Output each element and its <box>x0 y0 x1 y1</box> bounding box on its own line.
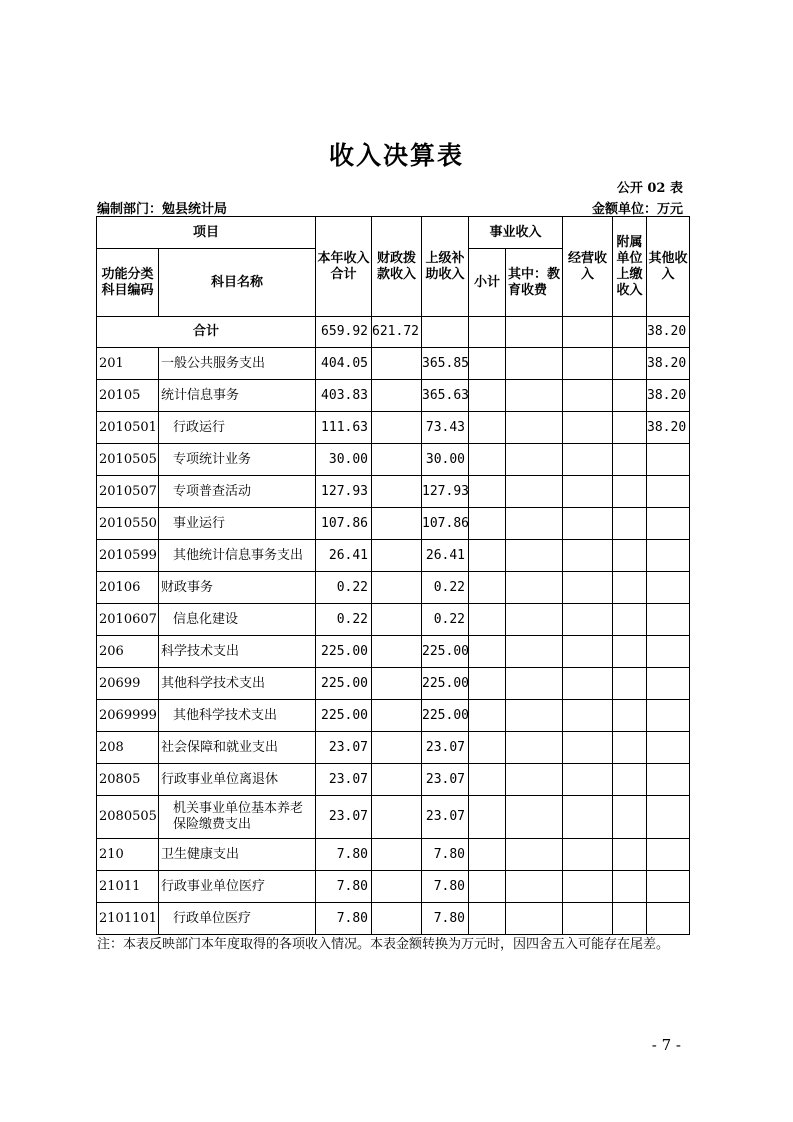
superior-cell: 225.00 <box>422 700 469 732</box>
edu-fee-cell <box>506 348 563 380</box>
operating-cell <box>563 412 613 444</box>
total-income-cell: 7.80 <box>316 871 372 903</box>
total-income-cell: 404.05 <box>316 348 372 380</box>
edu-fee-cell <box>506 871 563 903</box>
fiscal-cell <box>372 604 422 636</box>
department-label: 编制部门：勉县统计局 <box>97 202 228 217</box>
total-subtotal-value <box>469 317 506 348</box>
subject-code: 2069999 <box>97 700 159 732</box>
fiscal-cell <box>372 348 422 380</box>
subject-name: 其他科学技术支出 <box>159 668 316 700</box>
affiliated-cell <box>613 636 647 668</box>
subject-code: 20805 <box>97 764 159 796</box>
table-row <box>97 668 690 700</box>
other-cell <box>647 636 690 668</box>
header-total-income: 本年收入合计 <box>316 217 372 317</box>
superior-cell: 26.41 <box>422 540 469 572</box>
table-row <box>97 636 690 668</box>
total-income-cell: 225.00 <box>316 668 372 700</box>
edu-fee-cell <box>506 796 563 839</box>
header-edu-fee: 其中：教育收费 <box>506 249 563 317</box>
total-income-cell: 23.07 <box>316 764 372 796</box>
other-cell <box>647 572 690 604</box>
other-cell <box>647 444 690 476</box>
affiliated-cell <box>613 444 647 476</box>
subtotal-cell <box>469 540 506 572</box>
other-cell <box>647 796 690 839</box>
operating-cell <box>563 732 613 764</box>
total-income-cell: 225.00 <box>316 636 372 668</box>
superior-cell: 7.80 <box>422 871 469 903</box>
superior-cell: 7.80 <box>422 839 469 871</box>
subtotal-cell <box>469 764 506 796</box>
table-row <box>97 903 690 935</box>
edu-fee-cell <box>506 572 563 604</box>
edu-fee-cell <box>506 380 563 412</box>
operating-cell <box>563 348 613 380</box>
fiscal-cell <box>372 412 422 444</box>
other-cell <box>647 540 690 572</box>
table-row <box>97 604 690 636</box>
subject-name: 统计信息事务 <box>159 380 316 412</box>
edu-fee-cell <box>506 839 563 871</box>
affiliated-cell <box>613 380 647 412</box>
total-income-cell: 127.93 <box>316 476 372 508</box>
total-income-cell: 403.83 <box>316 380 372 412</box>
affiliated-cell <box>613 540 647 572</box>
superior-cell: 30.00 <box>422 444 469 476</box>
affiliated-cell <box>613 572 647 604</box>
subject-code: 20106 <box>97 572 159 604</box>
header-subtotal: 小计 <box>469 249 506 317</box>
edu-fee-cell <box>506 732 563 764</box>
superior-cell: 127.93 <box>422 476 469 508</box>
fiscal-cell <box>372 476 422 508</box>
total-superior-value <box>422 317 469 348</box>
unit-label: 金额单位：万元 <box>591 202 683 217</box>
total-income-cell: 30.00 <box>316 444 372 476</box>
table-row <box>97 348 690 380</box>
other-cell <box>647 668 690 700</box>
fiscal-cell <box>372 668 422 700</box>
other-cell <box>647 700 690 732</box>
subject-code: 210 <box>97 839 159 871</box>
other-cell: 38.20 <box>647 348 690 380</box>
operating-cell <box>563 871 613 903</box>
header-func-code: 功能分类科目编码 <box>97 249 159 317</box>
subtotal-cell <box>469 796 506 839</box>
total-income-cell: 0.22 <box>316 604 372 636</box>
operating-cell <box>563 380 613 412</box>
subtotal-cell <box>469 444 506 476</box>
subject-name: 行政单位医疗 <box>159 903 316 935</box>
subtotal-cell <box>469 348 506 380</box>
operating-cell <box>563 700 613 732</box>
fiscal-cell <box>372 903 422 935</box>
header-superior: 上级补助收入 <box>422 217 469 317</box>
operating-cell <box>563 668 613 700</box>
header-affiliated: 附属单位上缴收入 <box>613 217 647 317</box>
subject-name: 机关事业单位基本养老保险缴费支出 <box>159 796 316 839</box>
operating-cell <box>563 444 613 476</box>
subject-name: 信息化建设 <box>159 604 316 636</box>
subject-code: 2080505 <box>97 796 159 839</box>
total-income-cell: 26.41 <box>316 540 372 572</box>
operating-cell <box>563 540 613 572</box>
other-cell: 38.20 <box>647 412 690 444</box>
fiscal-cell <box>372 508 422 540</box>
page-number: - 7 - <box>651 1036 681 1054</box>
operating-cell <box>563 508 613 540</box>
table-row <box>97 540 690 572</box>
edu-fee-cell <box>506 668 563 700</box>
superior-cell: 0.22 <box>422 572 469 604</box>
affiliated-cell <box>613 871 647 903</box>
table-row <box>97 764 690 796</box>
total-income-cell: 7.80 <box>316 839 372 871</box>
superior-cell: 7.80 <box>422 903 469 935</box>
table-row <box>97 412 690 444</box>
edu-fee-cell <box>506 903 563 935</box>
other-cell <box>647 839 690 871</box>
table-row <box>97 839 690 871</box>
subtotal-cell <box>469 700 506 732</box>
total-row <box>97 317 690 348</box>
affiliated-cell <box>613 903 647 935</box>
subject-code: 20699 <box>97 668 159 700</box>
affiliated-cell <box>613 476 647 508</box>
subtotal-cell <box>469 508 506 540</box>
total-income-cell: 111.63 <box>316 412 372 444</box>
superior-cell: 0.22 <box>422 604 469 636</box>
subject-name: 专项统计业务 <box>159 444 316 476</box>
other-cell <box>647 903 690 935</box>
subtotal-cell <box>469 871 506 903</box>
header-business: 事业收入 <box>469 217 563 249</box>
subject-code: 208 <box>97 732 159 764</box>
subtotal-cell <box>469 604 506 636</box>
income-table <box>96 216 690 935</box>
subject-code: 21011 <box>97 871 159 903</box>
affiliated-cell <box>613 668 647 700</box>
table-row <box>97 732 690 764</box>
operating-cell <box>563 572 613 604</box>
fiscal-cell <box>372 444 422 476</box>
total-label: 合计 <box>97 317 316 348</box>
subject-name: 科学技术支出 <box>159 636 316 668</box>
affiliated-cell <box>613 732 647 764</box>
subtotal-cell <box>469 380 506 412</box>
table-row <box>97 380 690 412</box>
affiliated-cell <box>613 796 647 839</box>
superior-cell: 23.07 <box>422 764 469 796</box>
subject-name: 其他统计信息事务支出 <box>159 540 316 572</box>
subject-name: 财政事务 <box>159 572 316 604</box>
table-row <box>97 796 690 839</box>
subject-name: 社会保障和就业支出 <box>159 732 316 764</box>
other-cell <box>647 604 690 636</box>
subtotal-cell <box>469 668 506 700</box>
fiscal-cell <box>372 636 422 668</box>
subject-code: 201 <box>97 348 159 380</box>
operating-cell <box>563 903 613 935</box>
subject-name: 行政事业单位医疗 <box>159 871 316 903</box>
header-subject-name: 科目名称 <box>159 249 316 317</box>
fiscal-cell <box>372 796 422 839</box>
subtotal-cell <box>469 732 506 764</box>
table-row <box>97 444 690 476</box>
edu-fee-cell <box>506 412 563 444</box>
subject-name: 行政运行 <box>159 412 316 444</box>
affiliated-cell <box>613 604 647 636</box>
fiscal-cell <box>372 764 422 796</box>
table-row <box>97 700 690 732</box>
affiliated-cell <box>613 412 647 444</box>
edu-fee-cell <box>506 636 563 668</box>
subtotal-cell <box>469 636 506 668</box>
operating-cell <box>563 476 613 508</box>
operating-cell <box>563 796 613 839</box>
edu-fee-cell <box>506 604 563 636</box>
other-cell: 38.20 <box>647 380 690 412</box>
operating-cell <box>563 839 613 871</box>
superior-cell: 225.00 <box>422 636 469 668</box>
edu-fee-cell <box>506 700 563 732</box>
table-row <box>97 476 690 508</box>
subject-name: 其他科学技术支出 <box>159 700 316 732</box>
edu-fee-cell <box>506 476 563 508</box>
table-row <box>97 572 690 604</box>
operating-cell <box>563 604 613 636</box>
total-fiscal-value: 621.72 <box>372 317 422 348</box>
header-fiscal: 财政拨款收入 <box>372 217 422 317</box>
form-number: 公开 02 表 <box>616 181 683 196</box>
edu-fee-cell <box>506 508 563 540</box>
total-operating-value <box>563 317 613 348</box>
affiliated-cell <box>613 839 647 871</box>
other-cell <box>647 508 690 540</box>
subject-code: 2010550 <box>97 508 159 540</box>
other-cell <box>647 871 690 903</box>
fiscal-cell <box>372 839 422 871</box>
fiscal-cell <box>372 732 422 764</box>
affiliated-cell <box>613 700 647 732</box>
page-title: 收入决算表 <box>328 141 464 170</box>
subject-code: 2010507 <box>97 476 159 508</box>
total-other-value: 38.20 <box>647 317 690 348</box>
fiscal-cell <box>372 572 422 604</box>
edu-fee-cell <box>506 764 563 796</box>
other-cell <box>647 476 690 508</box>
affiliated-cell <box>613 764 647 796</box>
subtotal-cell <box>469 476 506 508</box>
total-income-cell: 225.00 <box>316 700 372 732</box>
subject-code: 206 <box>97 636 159 668</box>
other-cell <box>647 764 690 796</box>
subject-code: 2010505 <box>97 444 159 476</box>
subject-name: 一般公共服务支出 <box>159 348 316 380</box>
total-edu-fee-value <box>506 317 563 348</box>
edu-fee-cell <box>506 540 563 572</box>
edu-fee-cell <box>506 444 563 476</box>
other-cell <box>647 732 690 764</box>
footnote: 注：本表反映部门本年度取得的各项收入情况。本表金额转换为万元时，因四舍五入可能存在尾差。 <box>97 937 670 952</box>
subject-code: 2101101 <box>97 903 159 935</box>
subtotal-cell <box>469 839 506 871</box>
header-other: 其他收入 <box>647 217 690 317</box>
operating-cell <box>563 764 613 796</box>
subtotal-cell <box>469 903 506 935</box>
affiliated-cell <box>613 348 647 380</box>
total-income-cell: 7.80 <box>316 903 372 935</box>
total-income-cell: 107.86 <box>316 508 372 540</box>
table-row <box>97 871 690 903</box>
total-income-value: 659.92 <box>316 317 372 348</box>
fiscal-cell <box>372 700 422 732</box>
superior-cell: 365.63 <box>422 380 469 412</box>
header-operating: 经营收入 <box>563 217 613 317</box>
fiscal-cell <box>372 871 422 903</box>
total-income-cell: 0.22 <box>316 572 372 604</box>
superior-cell: 23.07 <box>422 796 469 839</box>
subject-name: 卫生健康支出 <box>159 839 316 871</box>
subject-name: 行政事业单位离退休 <box>159 764 316 796</box>
affiliated-cell <box>613 508 647 540</box>
superior-cell: 73.43 <box>422 412 469 444</box>
operating-cell <box>563 636 613 668</box>
total-income-cell: 23.07 <box>316 796 372 839</box>
header-row-1 <box>97 217 690 249</box>
total-affiliated-value <box>613 317 647 348</box>
superior-cell: 225.00 <box>422 668 469 700</box>
subject-code: 20105 <box>97 380 159 412</box>
table-row <box>97 508 690 540</box>
subject-code: 2010501 <box>97 412 159 444</box>
superior-cell: 365.85 <box>422 348 469 380</box>
header-project: 项目 <box>97 217 316 249</box>
fiscal-cell <box>372 540 422 572</box>
subject-code: 2010607 <box>97 604 159 636</box>
subtotal-cell <box>469 412 506 444</box>
subject-code: 2010599 <box>97 540 159 572</box>
subtotal-cell <box>469 572 506 604</box>
superior-cell: 107.86 <box>422 508 469 540</box>
subject-name: 专项普查活动 <box>159 476 316 508</box>
total-income-cell: 23.07 <box>316 732 372 764</box>
subject-name: 事业运行 <box>159 508 316 540</box>
superior-cell: 23.07 <box>422 732 469 764</box>
fiscal-cell <box>372 380 422 412</box>
